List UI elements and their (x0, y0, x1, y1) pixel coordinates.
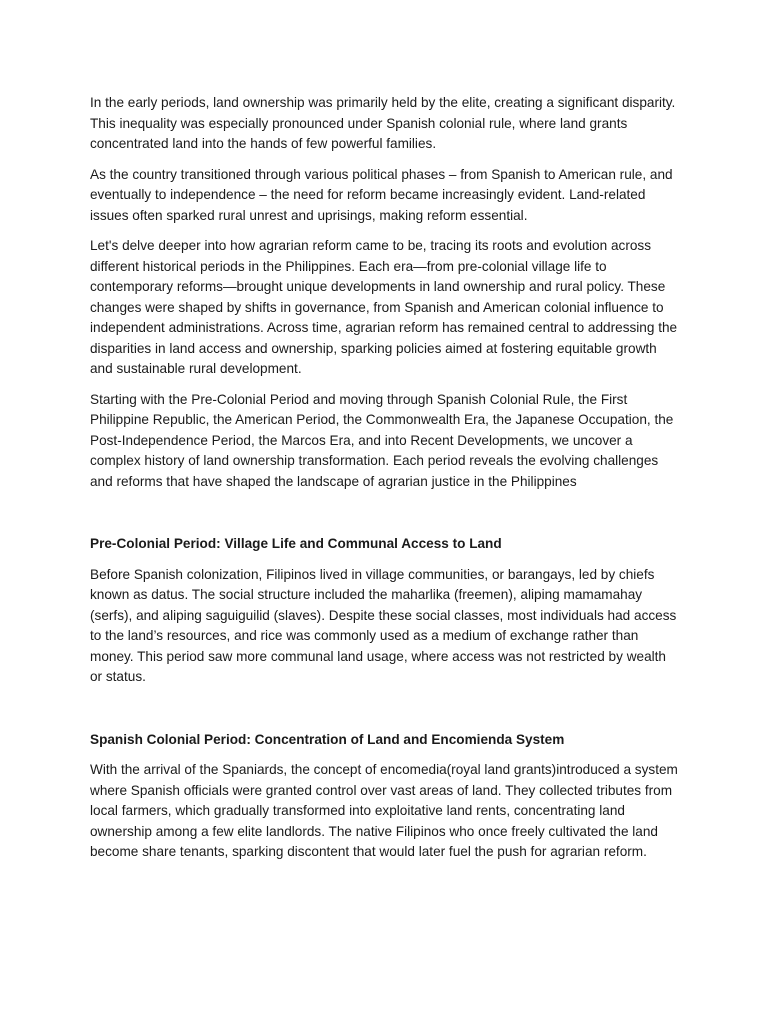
section-heading-pre-colonial: Pre-Colonial Period: Village Life and Communal Access to Land (90, 536, 502, 551)
intro-paragraph-4: Starting with the Pre-Colonial Period and moving through Spanish Colonial Rule, the First Philippine Republic, the American Period, the Commonwealth Era, the Japanese Occupation, the Post-Independence Period, the Marcos Era, and into Recent Developments, we uncover a complex history of land ownership transformation. Each period reveals the evolving challenges and reforms that have shaped the landscape of agrarian justice in the Philippines (90, 391, 674, 489)
section-body-spanish-colonial: With the arrival of the Spaniards, the concept of encomedia(royal land grants)introduced a system where Spanish officials were granted control over vast areas of land. They collected tributes from local farmers, which gradually transformed into exploitative land rents, concentrating land ownership among a few elite landlords. The native Filipinos who once freely cultivated the land become share tenants, sparking discontent that would later fuel the push for agrarian reform. (90, 762, 678, 859)
document-page (90, 93, 678, 873)
intro-paragraph-3: Let's delve deeper into how agrarian reform came to be, tracing its roots and evolution across different historical periods in the Philippines. Each era—from pre-colonial village life to contemporary reforms—brought unique developments in land ownership and rural policy. These changes were shaped by shifts in governance, from Spanish and American colonial influence to independent administrations. Across time, agrarian reform has remained central to addressing the disparities in land access and ownership, sparking policies aimed at fostering equitable growth and sustainable rural development. (90, 238, 678, 376)
intro-paragraph-1: In the early periods, land ownership was primarily held by the elite, creating a significant disparity. This inequality was especially pronounced under Spanish colonial rule, where land grants concentrated land into the hands of few powerful families. (90, 95, 676, 151)
intro-paragraph-2: As the country transitioned through various political phases – from Spanish to American rule, and eventually to independence – the need for reform became increasingly evident. Land-related issues often sparked rural unrest and uprisings, making reform essential. (90, 166, 673, 223)
section-heading-spanish-colonial: Spanish Colonial Period: Concentration of Land and Encomienda System (90, 731, 565, 747)
section-body-pre-colonial: Before Spanish colonization, Filipinos lived in village communities, or barangays, led by chiefs known as datus. The social structure included the maharlika (freemen), aliping mamamahay (serfs), and aliping saguiguilid (slaves). Despite these social classes, most individuals had access to the land’s resources, and rice was commonly used as a medium of exchange rather than money. This period saw more communal land usage, where access was not restricted by wealth or status. (90, 566, 677, 684)
